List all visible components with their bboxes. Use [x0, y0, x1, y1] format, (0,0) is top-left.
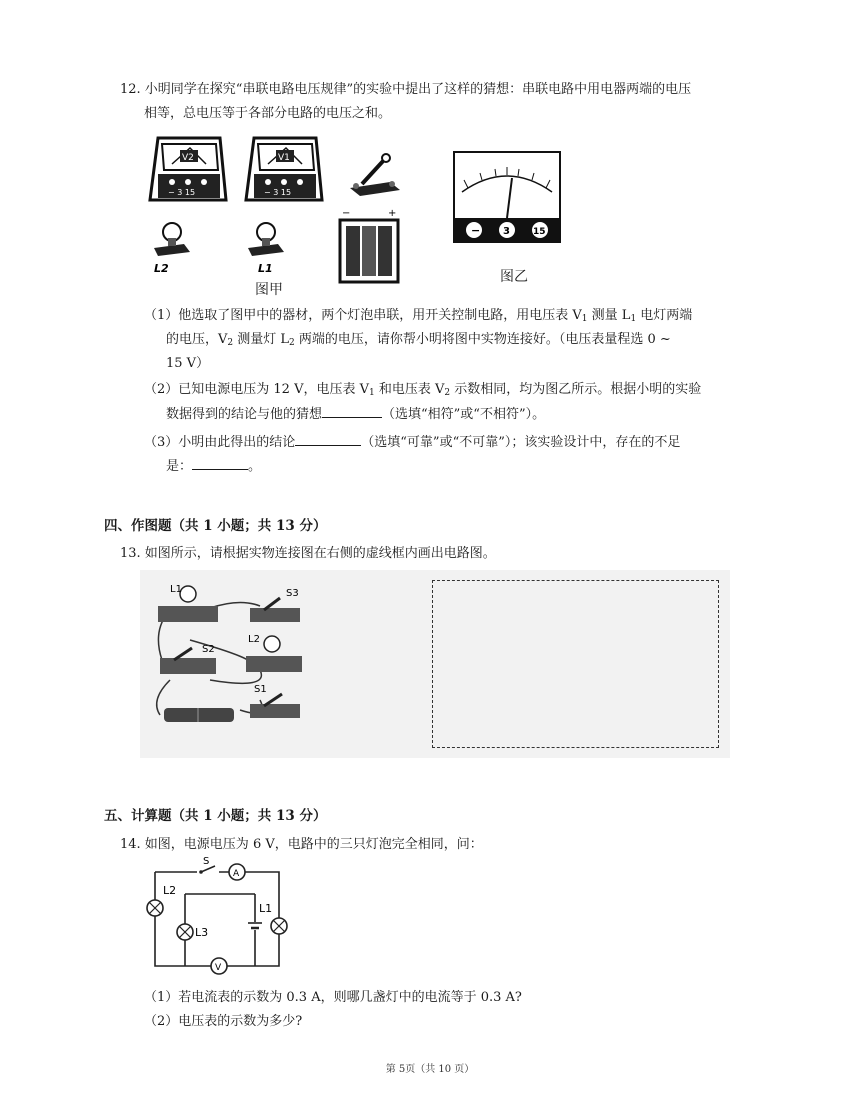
svg-text:− 3 15: − 3 15 [168, 188, 196, 197]
q13-bulb-l2-icon [246, 634, 302, 672]
q12-part3-line1 [144, 432, 680, 453]
terminal-neg: − [471, 224, 481, 237]
q14-battery-icon [248, 922, 262, 930]
figure-jia [140, 130, 420, 300]
label-l2: L2 [248, 634, 260, 645]
q13-circuit-photo [140, 570, 430, 758]
meter1-text: V2 [182, 153, 194, 163]
q12-line2: 相等，总电压等于各部分电路的电压之和。 [144, 106, 392, 121]
text-seg: 电灯两端 [636, 308, 693, 323]
label-l3: L3 [195, 926, 209, 939]
text-seg: （1）他选取了图甲中的器材，两个灯泡串联，用开关控制电路，用电压表 V [144, 308, 582, 323]
text-seg: （2）已知电源电压为 12 V，电压表 V [144, 382, 369, 397]
answer-blank-2[interactable] [295, 432, 361, 446]
q12-part1-line2 [166, 330, 671, 353]
text-seg: 和电压表 V [374, 382, 445, 397]
terminal-15: 15 [533, 227, 546, 237]
text-seg: 2 [444, 388, 451, 398]
text-seg: 2 [227, 338, 234, 348]
svg-text:−: − [342, 208, 351, 219]
text-seg: 1 [581, 314, 588, 324]
q12-part1-line3: 15 V） [166, 356, 210, 371]
text-seg: （选填“相符”或“不相符”）。 [382, 407, 546, 422]
answer-blank-1[interactable] [322, 404, 382, 418]
text-seg: 测量灯 L [233, 332, 290, 347]
terminal-3: 3 [503, 226, 510, 237]
q13-switch-s1-icon [250, 684, 300, 718]
q14-text: 14. 如图，电源电压为 6 V，电路中的三只灯泡完全相同，问： [120, 837, 483, 852]
label-s: S [203, 856, 210, 867]
q12-line1: 12. 小明同学在探究“串联电路电压规律”的实验中提出了这样的猜想：串联电路中用电器两端的电压 [120, 82, 692, 97]
q13-text: 13. 如图所示，请根据实物连接图在右侧的虚线框内画出电路图。 [120, 546, 496, 561]
bulb2-text: L1 [258, 262, 273, 275]
figure-jia-caption: 图甲 [255, 282, 283, 298]
q14-part1: （1）若电流表的示数为 0.3 A，则哪几盏灯中的电流等于 0.3 A? [144, 990, 522, 1005]
text-seg: 。 [248, 459, 262, 474]
label-v: V [215, 963, 222, 973]
bulb-l1-icon [248, 223, 284, 275]
svg-text:+: + [388, 208, 397, 219]
label-a: A [233, 869, 240, 879]
text-seg: 两端的电压，请你帮小明将图中实物连接好。（电压表量程选 0 ~ [294, 332, 671, 347]
text-seg: 是： [166, 459, 193, 474]
q14-ammeter-icon [229, 864, 245, 880]
q13-bulb-l1-icon [158, 584, 218, 622]
label-s1: S1 [254, 684, 267, 695]
q12-part1-line1 [144, 306, 692, 329]
q14-voltmeter-icon [211, 958, 227, 974]
text-seg: （选填“可靠”或“不可靠”）；该实验设计中，存在的不足 [361, 435, 681, 450]
figure-yi [452, 150, 562, 245]
page-footer: 第 5页（共 10 页） [385, 1064, 475, 1075]
text-seg: 测量 L [587, 308, 631, 323]
svg-text:− 3 15: − 3 15 [264, 188, 292, 197]
text-seg: （3）小明由此得出的结论 [144, 435, 296, 450]
q13-switch-s2-icon [160, 644, 216, 674]
voltmeter-v2-icon [150, 138, 226, 200]
figure-yi-caption: 图乙 [500, 269, 528, 285]
q12-part2-line2 [166, 404, 545, 425]
label-s3: S3 [286, 588, 299, 599]
q12-part3-line2 [166, 456, 261, 477]
answer-blank-3[interactable] [192, 456, 248, 470]
q14-switch-icon [197, 856, 219, 876]
label-l2: L2 [163, 884, 177, 897]
text-seg: 的电压，V [166, 332, 228, 347]
text-seg: 1 [369, 388, 375, 398]
bulb-l2-icon [154, 223, 190, 275]
switch-icon [350, 154, 400, 196]
label-l1: L1 [170, 584, 182, 595]
voltmeter-v1-icon [246, 138, 322, 200]
q13-battery-icon [164, 708, 234, 722]
q14-lamp-l3-icon [177, 924, 208, 940]
bulb1-text: L2 [154, 262, 169, 275]
q14-lamp-l2-icon [147, 884, 176, 916]
q14-lamp-l1-icon [259, 902, 287, 934]
text-seg: 示数相同，均为图乙所示。根据小明的实验 [450, 382, 702, 397]
meter2-text: V1 [278, 153, 290, 163]
text-seg: 1 [630, 314, 637, 324]
text-seg: 2 [289, 338, 295, 348]
section4-heading: 四、作图题（共 1 小题；共 13 分） [104, 518, 327, 534]
q14-circuit-diagram [145, 856, 290, 981]
label-s2: S2 [202, 644, 215, 655]
q13-answer-box[interactable] [432, 580, 719, 748]
battery-icon [340, 208, 398, 282]
text-seg: 数据得到的结论与他的猜想 [166, 407, 323, 422]
q14-part2: （2）电压表的示数为多少? [144, 1014, 303, 1029]
section5-heading: 五、计算题（共 1 小题；共 13 分） [104, 808, 327, 824]
q12-part2-line1 [144, 380, 701, 403]
label-l1: L1 [259, 902, 273, 915]
